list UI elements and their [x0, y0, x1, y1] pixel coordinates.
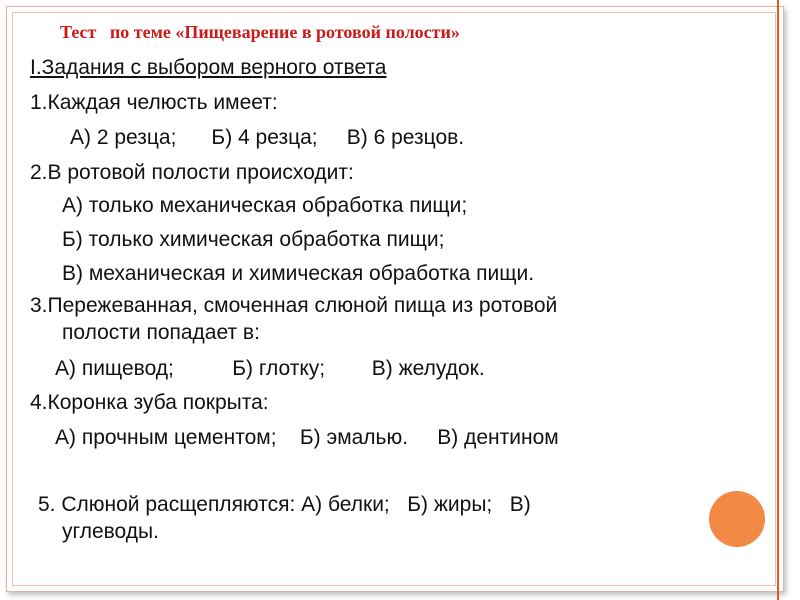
question-2: 2.В ротовой полости происходит: — [30, 161, 354, 184]
question-3-line-1: 3.Пережеванная, смоченная слюной пища из ротовой — [30, 294, 558, 317]
section-heading: I.Задания с выбором верного ответа — [30, 56, 387, 79]
decorative-circle — [709, 491, 765, 547]
question-2-option-c: В) механическая и химическая обработка пищи. — [62, 262, 535, 285]
question-4-options: А) прочным цементом; Б) эмалью. В) дентином — [55, 426, 559, 449]
question-2-option-a: А) только механическая обработка пищи; — [62, 194, 468, 217]
question-1-options: А) 2 резца; Б) 4 резца; В) 6 резцов. — [70, 126, 465, 149]
question-5-line-1: 5. Слюной расщепляются: А) белки; Б) жиры; В) — [38, 493, 531, 516]
slide-title: Тест по теме «Пищеварение в ротовой полости» — [60, 22, 460, 42]
question-2-option-b: Б) только химическая обработка пищи; — [62, 228, 445, 251]
question-5-line-2: углеводы. — [62, 520, 159, 543]
question-3-line-2: полости попадает в: — [62, 321, 260, 344]
accent-rail — [777, 0, 779, 600]
question-1: 1.Каждая челюсть имеет: — [30, 91, 278, 114]
question-4: 4.Коронка зуба покрыта: — [30, 391, 269, 414]
question-3-options: А) пищевод; Б) глотку; В) желудок. — [55, 357, 485, 380]
